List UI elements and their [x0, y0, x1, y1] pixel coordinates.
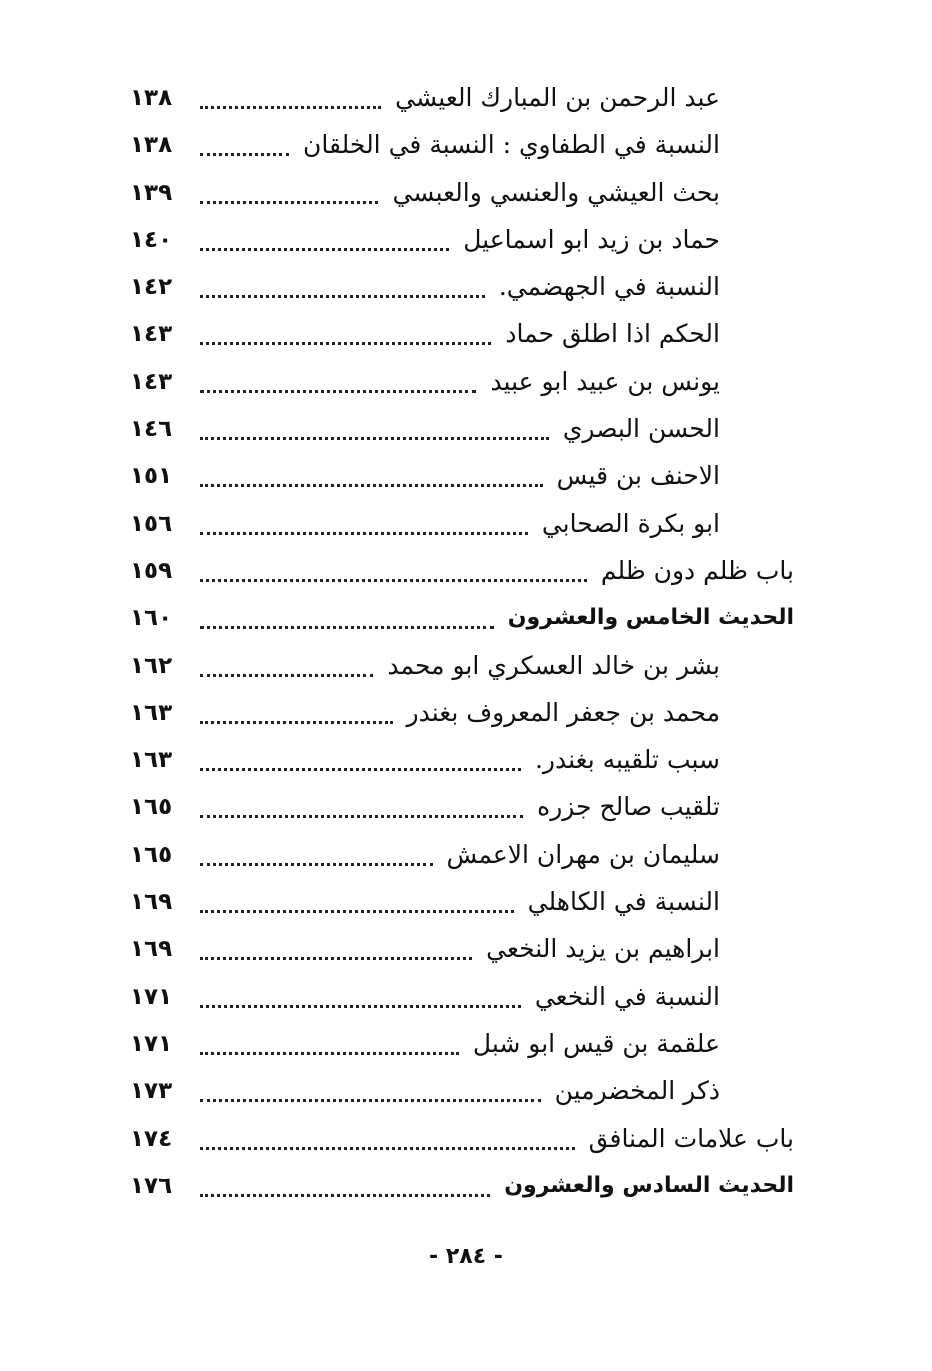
dot-leader	[200, 957, 472, 960]
toc-entry-title: تلقيب صالح جزره	[537, 792, 720, 822]
toc-entry-title: الاحنف بن قيس	[556, 461, 720, 491]
toc-entry-page-number: ١٦٣	[130, 699, 173, 726]
toc-entry-page-number: ١٧٤	[130, 1125, 173, 1152]
toc-entry-title: عبد الرحمن بن المبارك العيشي	[395, 83, 720, 112]
dot-leader	[200, 390, 476, 393]
toc-entry	[0, 927, 932, 974]
toc-entry-page-number: ١٦٩	[130, 889, 173, 916]
toc-entry	[0, 407, 932, 454]
toc-entry-title: الحديث السادس والعشرون	[504, 1172, 794, 1198]
toc-entry	[0, 833, 932, 880]
toc-entry	[0, 1022, 932, 1069]
toc-entry-title: الحديث الخامس والعشرون	[507, 605, 794, 631]
dot-leader	[200, 721, 393, 724]
toc-entry-title: يونس بن عبيد ابو عبيد	[490, 366, 720, 396]
dot-leader	[200, 248, 449, 251]
dot-leader	[200, 106, 381, 109]
dot-leader	[200, 342, 491, 345]
dot-leader	[200, 437, 549, 440]
dot-leader	[200, 768, 521, 771]
toc-entry-title: الحكم اذا اطلق حماد	[505, 319, 720, 349]
toc-entry	[0, 785, 932, 832]
dot-leader	[200, 863, 433, 866]
toc-entry-page-number: ١٦٢	[130, 652, 173, 679]
toc-entry	[0, 1164, 932, 1211]
toc-entry	[0, 360, 932, 407]
dot-leader	[200, 1194, 490, 1197]
toc-entry-page-number: ١٦٣	[130, 747, 173, 774]
toc-entry-title: علقمة بن قيس ابو شبل	[472, 1028, 720, 1058]
dot-leader	[200, 484, 543, 487]
toc-entry-title: باب ظلم دون ظلم	[600, 555, 794, 585]
toc-entry	[0, 218, 932, 265]
toc-entry-page-number: ١٦٥	[130, 841, 173, 868]
dot-leader	[200, 815, 523, 818]
toc-entry-title: حماد بن زيد ابو اسماعيل	[463, 224, 720, 254]
toc-entry-page-number: ١٥١	[130, 463, 173, 490]
toc-entry-title: النسبة في الطفاوي : النسبة في الخلقان	[303, 130, 720, 160]
toc-entry-page-number: ١٤٦	[130, 416, 173, 443]
toc-entry-title: سبب تلقيبه بغندر.	[534, 745, 720, 775]
dot-leader	[200, 1005, 521, 1008]
toc-entry-page-number: ١٤٠	[130, 226, 173, 253]
toc-entry-page-number: ١٧١	[130, 983, 173, 1010]
dot-leader	[200, 910, 514, 913]
toc-entry	[0, 1069, 932, 1116]
toc-entry	[0, 880, 932, 927]
dot-leader	[200, 153, 289, 156]
toc-entry	[0, 596, 932, 643]
toc-entry-page-number: ١٥٩	[130, 557, 173, 584]
page-number: - ٢٨٤ -	[429, 1244, 503, 1269]
toc-entry	[0, 691, 932, 738]
toc-entry-page-number: ١٤٣	[130, 321, 173, 348]
toc-entry-title: النسبة في الجهضمي.	[498, 272, 720, 302]
toc-entry-page-number: ١٥٦	[130, 510, 173, 537]
toc-entry-title: الحسن البصري	[562, 414, 720, 444]
toc-entry-page-number: ١٣٩	[130, 179, 173, 206]
toc-entry-page-number: ١٧٦	[130, 1172, 173, 1199]
toc-entry	[0, 76, 932, 123]
toc-entry-title: محمد بن جعفر المعروف بغندر	[406, 697, 720, 727]
toc-entry-page-number: ١٧١	[130, 1030, 173, 1057]
toc-entry	[0, 502, 932, 549]
toc-entry-title: النسبة في الكاهلي	[527, 887, 720, 917]
toc-entry-page-number: ١٣٨	[130, 132, 173, 159]
toc-entry-page-number: ١٣٨	[130, 85, 173, 111]
toc-entry-page-number: ١٤٣	[130, 368, 173, 395]
toc-entry-page-number: ١٤٢	[130, 274, 173, 301]
toc-entry-page-number: ١٦٠	[130, 605, 173, 632]
dot-leader	[200, 1099, 541, 1102]
table-of-contents	[0, 76, 932, 1211]
toc-entry	[0, 1117, 932, 1164]
dot-leader	[200, 201, 378, 204]
toc-entry	[0, 549, 932, 596]
toc-entry	[0, 171, 932, 218]
toc-entry-title: ذكر المخضرمين	[554, 1076, 720, 1106]
toc-entry-title: بحث العيشي والعنسي والعبسي	[392, 177, 720, 207]
toc-entry-page-number: ١٦٥	[130, 794, 173, 821]
toc-entry	[0, 123, 932, 170]
toc-entry-title: باب علامات المنافق	[588, 1123, 794, 1153]
toc-entry	[0, 644, 932, 691]
toc-entry-title: بشر بن خالد العسكري ابو محمد	[387, 650, 720, 680]
toc-entry-page-number: ١٦٩	[130, 936, 173, 963]
toc-entry-page-number: ١٧٣	[130, 1078, 173, 1105]
toc-entry	[0, 975, 932, 1022]
toc-entry-title: ابراهيم بن يزيد النخعي	[486, 934, 720, 964]
dot-leader	[200, 626, 494, 629]
dot-leader	[200, 1052, 459, 1055]
dot-leader	[200, 295, 485, 298]
toc-entry	[0, 454, 932, 501]
toc-entry-title: سليمان بن مهران الاعمش	[446, 839, 720, 869]
dot-leader	[200, 579, 587, 582]
dot-leader	[200, 1147, 575, 1150]
toc-entry	[0, 738, 932, 785]
toc-entry-title: النسبة في النخعي	[534, 981, 720, 1011]
toc-entry	[0, 312, 932, 359]
toc-entry	[0, 265, 932, 312]
toc-entry-title: ابو بكرة الصحابي	[541, 508, 720, 538]
dot-leader	[200, 674, 373, 677]
dot-leader	[200, 532, 528, 535]
